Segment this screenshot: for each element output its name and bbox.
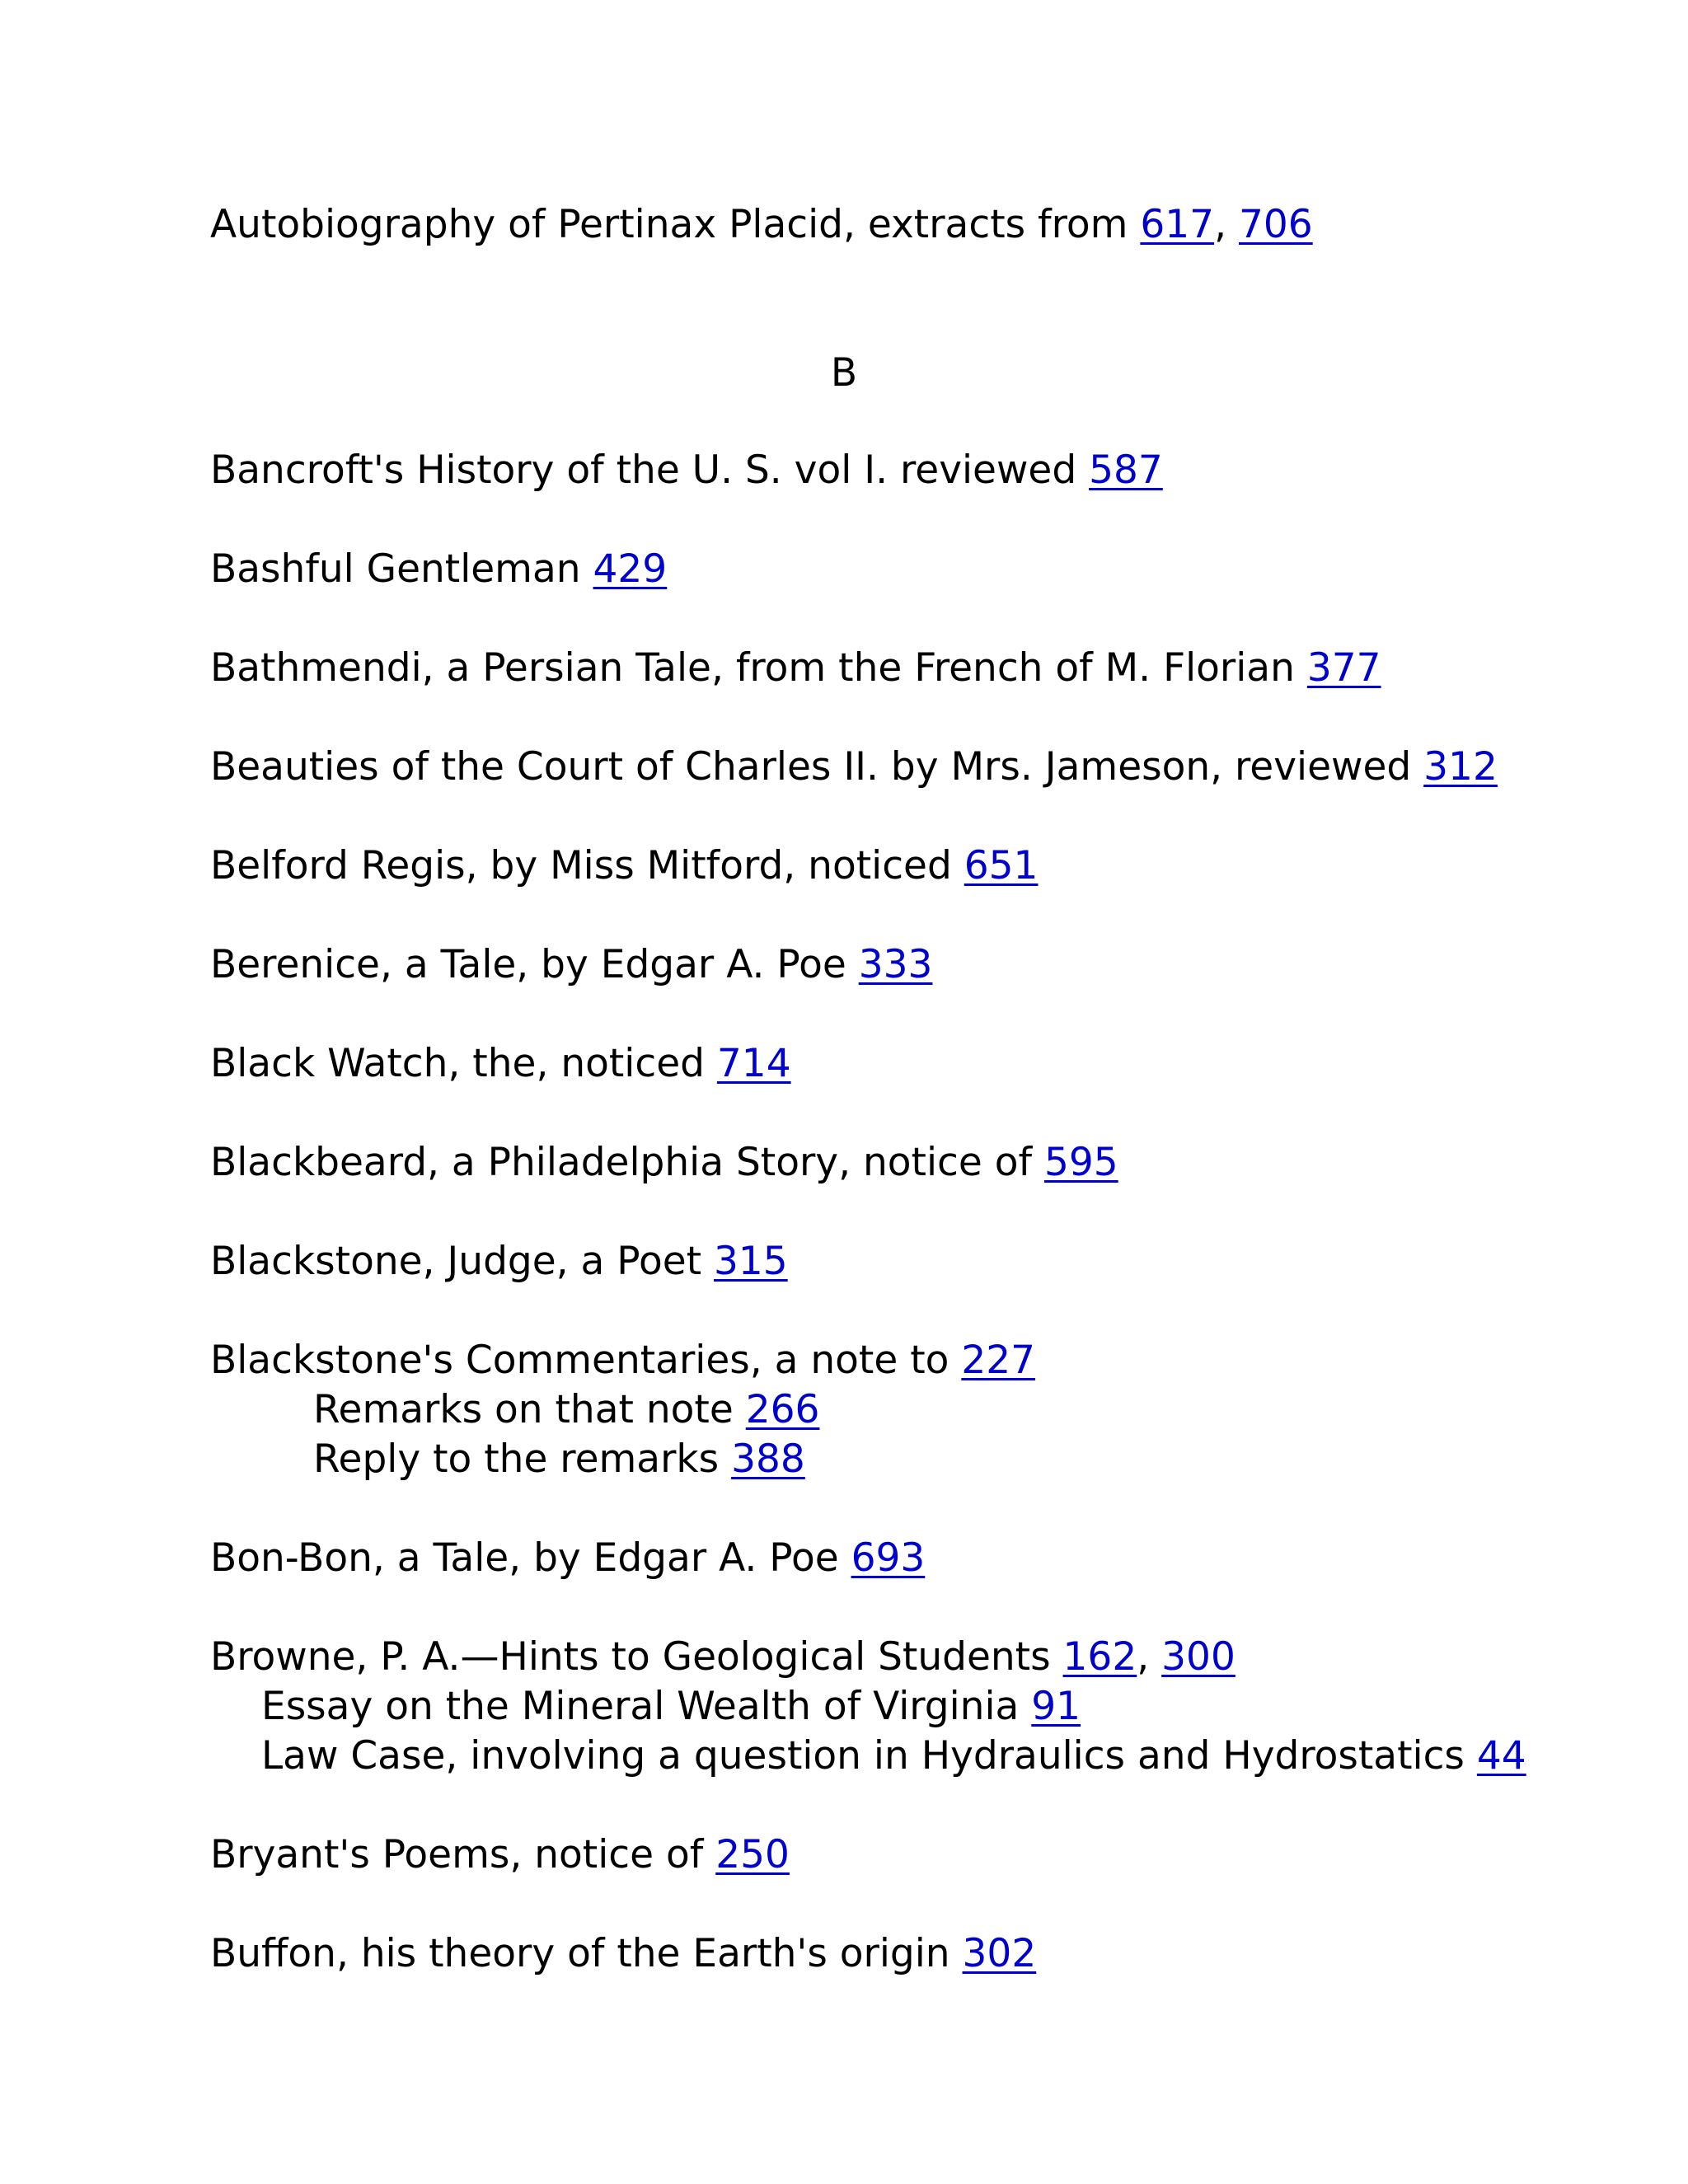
subentry-text: Remarks on that note (313, 1387, 746, 1432)
entry-text: Buffon, his theory of the Earth's origin (210, 1931, 963, 1976)
index-entry (210, 644, 1381, 693)
index-entry (210, 200, 1313, 250)
index-entry (210, 940, 932, 990)
entry-text: Bashful Gentleman (210, 546, 593, 592)
entry-text: Bathmendi, a Persian Tale, from the French of M. Florian (210, 645, 1307, 691)
page-link[interactable]: 333 (858, 942, 933, 987)
index-entry (210, 841, 1038, 891)
index-subentry (261, 1732, 1526, 1781)
index-subentry (261, 1682, 1081, 1732)
page-link[interactable]: 388 (731, 1436, 805, 1482)
entry-text: Belford Regis, by Miss Mitford, noticed (210, 843, 964, 888)
entry-text: Browne, P. A.—Hints to Geological Students (210, 1634, 1063, 1680)
page-link[interactable]: 44 (1476, 1733, 1526, 1779)
page-separator: , (1214, 202, 1239, 247)
page-link[interactable]: 266 (745, 1387, 820, 1432)
index-entry (210, 1138, 1118, 1188)
index-entry (210, 1633, 1236, 1682)
index-subentry (313, 1435, 805, 1484)
page-link[interactable]: 315 (713, 1239, 788, 1284)
subentry-text: Essay on the Mineral Wealth of Virginia (261, 1684, 1032, 1729)
page-link[interactable]: 587 (1089, 448, 1163, 493)
page-link[interactable]: 312 (1423, 744, 1498, 790)
index-entry (210, 545, 667, 594)
index-entry (210, 1237, 788, 1286)
page-link[interactable]: 429 (593, 546, 668, 592)
section-letter: B (830, 350, 858, 396)
entry-text: Black Watch, the, noticed (210, 1041, 717, 1086)
index-subentry (313, 1385, 819, 1435)
entry-text: Autobiography of Pertinax Placid, extracts from (210, 202, 1141, 247)
subentry-text: Reply to the remarks (313, 1436, 732, 1482)
page-link[interactable]: 300 (1161, 1634, 1236, 1680)
index-entry (210, 1336, 1035, 1385)
page-link[interactable]: 377 (1306, 645, 1381, 691)
subentry-text: Law Case, involving a question in Hydraulics and Hydrostatics (261, 1733, 1477, 1779)
page-link[interactable]: 693 (851, 1535, 926, 1581)
page-link[interactable]: 227 (961, 1338, 1036, 1383)
entry-text: Blackstone's Commentaries, a note to (210, 1338, 962, 1383)
page-link[interactable]: 714 (716, 1041, 791, 1086)
entry-text: Blackstone, Judge, a Poet (210, 1239, 714, 1284)
index-entry (210, 1929, 1036, 1979)
page-link[interactable]: 706 (1238, 202, 1313, 247)
entry-text: Blackbeard, a Philadelphia Story, notice of (210, 1140, 1044, 1185)
page-link[interactable]: 162 (1062, 1634, 1137, 1680)
index-entry (210, 1830, 790, 1880)
index-entry (210, 743, 1498, 792)
entry-text: Bryant's Poems, notice of (210, 1832, 716, 1877)
entry-text: Bancroft's History of the U. S. vol I. reviewed (210, 448, 1090, 493)
page-link[interactable]: 302 (962, 1931, 1037, 1976)
page-separator: , (1137, 1634, 1162, 1680)
entry-text: Bon-Bon, a Tale, by Edgar A. Poe (210, 1535, 851, 1581)
entry-text: Berenice, a Tale, by Edgar A. Poe (210, 942, 859, 987)
index-entry (210, 1039, 791, 1089)
page-link[interactable]: 651 (964, 843, 1039, 888)
page-link[interactable]: 617 (1140, 202, 1215, 247)
page-link[interactable]: 595 (1043, 1140, 1118, 1185)
index-entry (210, 446, 1163, 495)
index-entry (210, 1534, 925, 1583)
page-link[interactable]: 250 (715, 1832, 790, 1877)
page-link[interactable]: 91 (1031, 1684, 1081, 1729)
entry-text: Beauties of the Court of Charles II. by Mrs. Jameson, reviewed (210, 744, 1424, 790)
